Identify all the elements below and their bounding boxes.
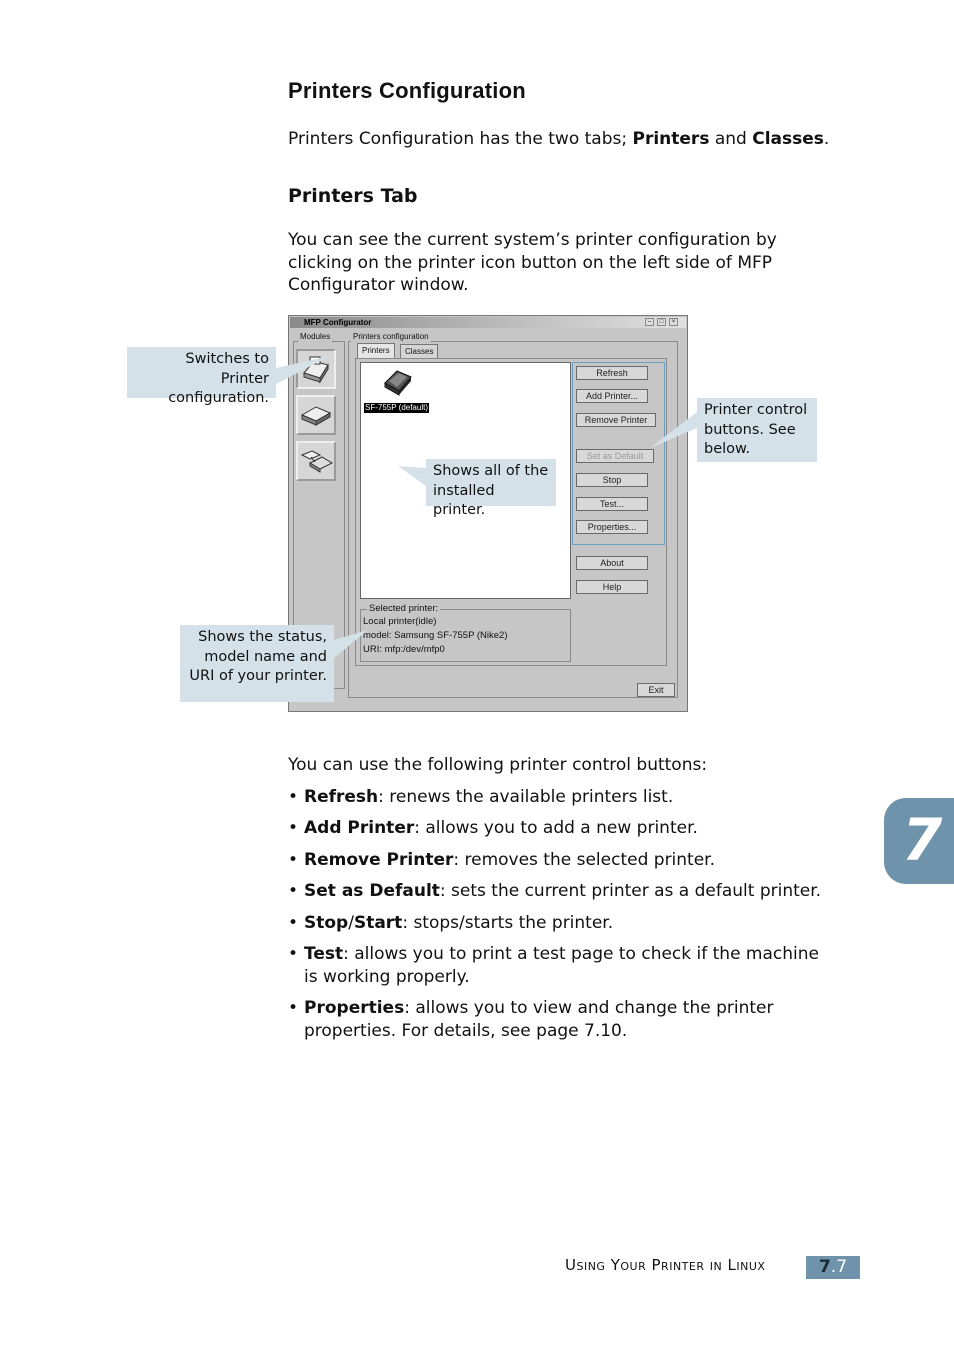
callout-status: Shows the status, model name and URI of your printer. [180,625,334,702]
callout-installed-printers: Shows all of the installed printer. [426,459,556,506]
add-printer-button: Add Printer... [576,389,648,403]
remove-printer-button: Remove Printer [576,413,656,427]
printer-item-label: SF-755P (default) [365,403,428,412]
footer-title: Using Your Printer in Linux [565,1256,766,1274]
tab-classes: Classes [400,344,438,358]
selected-printer-model: model: Samsung SF-755P (Nike2) [363,630,508,641]
printers-tab-paragraph: You can see the current system’s printer configuration by clicking on the printer icon button on the left side of MFP Configurator window. [288,230,777,295]
bullet-test: • Test: allows you to print a test page to check if the machine is working properly. [288,944,819,987]
help-button: Help [576,580,648,594]
bullet-refresh: • Refresh: renews the available printers list. [288,787,674,807]
chapter-number: 7 [902,806,943,874]
subsection-heading: Printers Tab [288,185,418,207]
list-intro: You can use the following printer control buttons: [288,755,708,775]
selected-printer-label: Selected printer: [369,603,439,614]
chapter-tab [884,798,954,884]
page-number: 7.7 [806,1256,860,1279]
selected-printer-status: Local printer(idle) [363,616,437,627]
refresh-button: Refresh [576,366,648,380]
modules-label: Modules [300,332,331,341]
bullet-stop-start: • Stop/Start: stops/starts the printer. [288,913,614,933]
callout-control-buttons: Printer control buttons. See below. [697,398,817,462]
maximize-icon: □ [657,318,666,326]
set-as-default-button: Set as Default [576,449,654,463]
selected-printer-uri: URI: mfp:/dev/mfp0 [363,644,445,655]
close-icon: × [669,318,678,326]
bullet-remove-printer: • Remove Printer: removes the selected printer. [288,850,716,870]
stop-button: Stop [576,473,648,487]
bullet-set-as-default: • Set as Default: sets the current printer as a default printer. [288,881,822,901]
printers-configuration-label: Printers configuration [353,332,429,341]
bullet-properties: • Properties: allows you to view and change the printer properties. For details, see page 7.10. [288,998,774,1041]
minimize-icon: – [645,318,654,326]
intro-paragraph: Printers Configuration has the two tabs; Printers and Classes. [288,129,830,149]
callout-switches: Switches to Printer configuration. [127,347,276,398]
about-button: About [576,556,648,570]
bullet-add-printer: • Add Printer: allows you to add a new printer. [288,818,698,838]
exit-button: Exit [637,683,675,697]
window-title: MFP Configurator [304,318,372,327]
test-button: Test... [576,497,648,511]
properties-button: Properties... [576,520,648,534]
section-heading: Printers Configuration [288,78,526,103]
tab-printers: Printers [357,343,395,359]
